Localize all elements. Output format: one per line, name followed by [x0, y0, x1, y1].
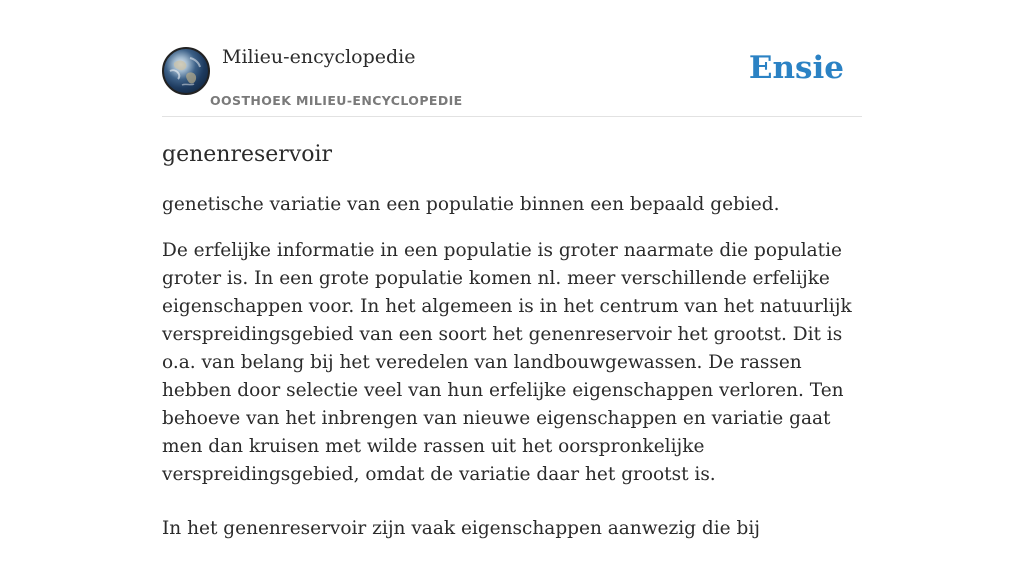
ensie-brand-link[interactable]: Ensie — [748, 50, 844, 86]
site-subtitle: OOSTHOEK MILIEU-ENCYCLOPEDIE — [210, 93, 463, 108]
earth-globe-icon[interactable] — [162, 47, 210, 95]
article-definition: genetische variatie van een populatie binnen een bepaald gebied. — [162, 194, 780, 215]
article — [162, 139, 862, 569]
site-header — [162, 40, 862, 117]
article-paragraph: In het genenreservoir zijn vaak eigenschappen aanwezig die bij — [162, 518, 760, 539]
site-name[interactable]: Milieu-encyclopedie — [222, 46, 416, 68]
article-term: genenreservoir — [162, 142, 333, 167]
article-paragraph: De erfelijke informatie in een populatie is groter naarmate die populatie groter is. In een grote populatie komen nl. meer verschillende erfelijke eigenschappen voor. In het algemeen is in het centrum van het natuurlijk verspreidingsgebied van een soort het genenreservoir het grootst. Dit is o.a. van belang bij het veredelen van landbouwgewassen. De rassen hebben door selectie veel van hun erfelijke eigenschappen verloren. Ten behoeve van het inbrengen van nieuwe eigenschappen en variatie gaat men dan kruisen met wilde rassen uit het oorspronkelijke verspreidingsgebied, omdat de variatie daar het grootst is. — [162, 240, 852, 485]
